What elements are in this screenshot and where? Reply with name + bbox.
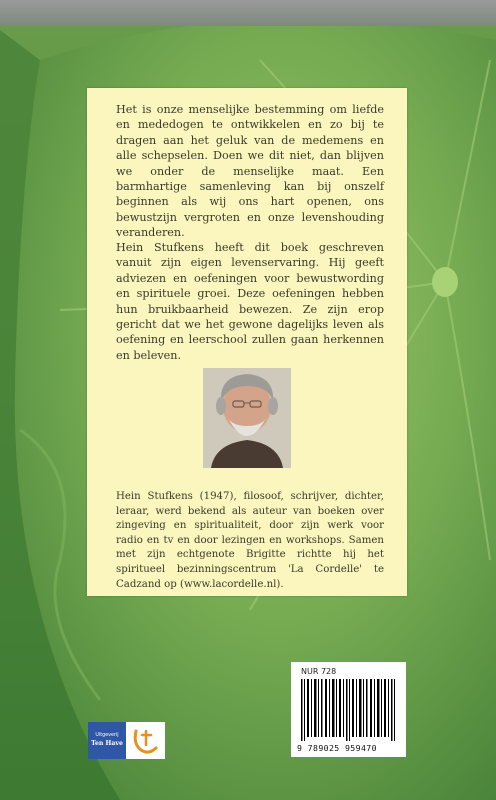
blurb-paragraph-1: Het is onze menselijke bestemming om liefde en mededogen te ontwikkelen en zo bij te dragen aan het geluk van de medemens en alle schepselen. Doen we dit niet, dan blijven we onder de menselijke maat. Een barmhartige samenleving kan bij onszelf beginnen als wij ons hart openen, ons bewustzijn vergroten en onze levenshouding veranderen. <box>116 103 384 240</box>
publisher-logo <box>88 722 126 759</box>
publisher-symbol <box>126 722 165 759</box>
barcode-label <box>291 662 406 757</box>
publisher-swirl-icon <box>126 722 165 759</box>
nur-code: NUR 728 <box>301 667 337 676</box>
isbn-number: 9 789025 959470 <box>297 743 377 753</box>
text-panel <box>87 88 407 596</box>
author-photo <box>203 368 291 468</box>
author-bio: Hein Stufkens (1947), filosoof, schrijver, dichter, leraar, werd bekend als auteur van boeken over zingeving en spiritualiteit, door zijn werk voor radio en tv en door lezingen en workshops. Samen met zijn echtgenote Brigitte richtte hij het spiritueel bezinningscentrum 'La Cordelle' te Cadzand op (www.lacordelle.nl). <box>116 491 384 590</box>
blurb-paragraph-2: Hein Stufkens heeft dit boek geschreven vanuit zijn eigen levenservaring. Hij geeft adviezen en oefeningen voor bewustwording en spirituele groei. Deze oefeningen hebben hun bruikbaarheid bewezen. Ze zijn erop gericht dat we het gewone dagelijks leven als oefening en leerschool zullen gaan herkennen en beleven. <box>116 241 384 362</box>
page-edge-strip <box>0 0 496 26</box>
publisher-label: Uitgeverij <box>95 733 119 738</box>
publisher-name: Ten Have <box>91 740 123 747</box>
barcode-icon <box>299 679 398 741</box>
